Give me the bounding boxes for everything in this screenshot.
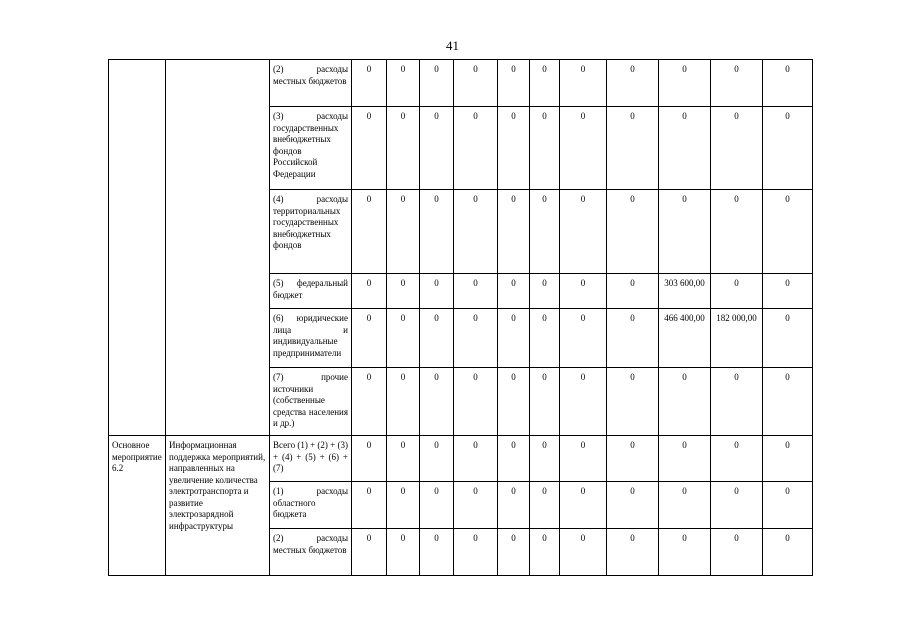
table-row — [109, 60, 813, 107]
value-cell: 0 — [763, 368, 813, 436]
value-cell: 0 — [454, 190, 498, 274]
value-cell: 0 — [498, 190, 530, 274]
value-cell: 0 — [530, 529, 560, 576]
value-cell: 0 — [387, 436, 420, 482]
value-cell: 0 — [498, 309, 530, 368]
value-cell: 0 — [607, 436, 659, 482]
value-cell: 0 — [560, 274, 607, 309]
value-cell: 0 — [420, 190, 454, 274]
value-cell: 0 — [711, 529, 763, 576]
value-cell: 0 — [560, 60, 607, 107]
value-cell: 0 — [711, 190, 763, 274]
value-cell: 0 — [352, 60, 387, 107]
value-cell: 0 — [659, 190, 711, 274]
value-cell: 303 600,00 — [659, 274, 711, 309]
value-cell: 0 — [763, 529, 813, 576]
value-cell: 0 — [711, 436, 763, 482]
value-cell: 0 — [498, 60, 530, 107]
value-cell: 0 — [420, 274, 454, 309]
value-cell: 0 — [607, 368, 659, 436]
measure-description: Информационная поддержка мероприятий, направленных на увеличение количества электротранспорта и развитие электрозарядной инфраструктуры — [166, 436, 270, 576]
value-cell: 0 — [454, 436, 498, 482]
value-cell: 0 — [711, 274, 763, 309]
value-cell: 0 — [454, 60, 498, 107]
value-cell: 0 — [711, 482, 763, 529]
funding-source: (6) юридические лица и индивидуальные предприниматели — [270, 309, 352, 368]
value-cell: 0 — [560, 529, 607, 576]
value-cell: 0 — [387, 482, 420, 529]
value-cell: 0 — [352, 274, 387, 309]
value-cell: 0 — [454, 274, 498, 309]
value-cell: 0 — [498, 107, 530, 190]
value-cell: 0 — [454, 529, 498, 576]
funding-source: (2) расходы местных бюджетов — [270, 60, 352, 107]
value-cell: 0 — [763, 309, 813, 368]
table-row — [109, 436, 813, 482]
value-cell: 0 — [763, 107, 813, 190]
funding-source: (3) расходы государственных внебюджетных фондов Российской Федерации — [270, 107, 352, 190]
value-cell: 0 — [498, 482, 530, 529]
value-cell: 0 — [530, 274, 560, 309]
value-cell: 0 — [387, 368, 420, 436]
value-cell: 0 — [763, 60, 813, 107]
value-cell: 0 — [607, 274, 659, 309]
value-cell: 0 — [659, 482, 711, 529]
value-cell: 0 — [659, 368, 711, 436]
value-cell: 0 — [498, 274, 530, 309]
value-cell: 0 — [387, 274, 420, 309]
value-cell: 182 000,00 — [711, 309, 763, 368]
value-cell: 0 — [607, 190, 659, 274]
value-cell: 0 — [454, 309, 498, 368]
value-cell: 0 — [530, 309, 560, 368]
value-cell: 0 — [659, 436, 711, 482]
value-cell: 0 — [659, 60, 711, 107]
value-cell: 0 — [352, 309, 387, 368]
value-cell: 0 — [387, 107, 420, 190]
value-cell: 0 — [763, 190, 813, 274]
value-cell: 0 — [560, 368, 607, 436]
page-number: 41 — [446, 38, 459, 53]
value-cell: 0 — [530, 482, 560, 529]
value-cell: 0 — [560, 309, 607, 368]
measure-name: Основное мероприятие 6.2 — [109, 436, 166, 576]
value-cell: 0 — [498, 368, 530, 436]
funding-source: Всего (1) + (2) + (3) + (4) + (5) + (6) + (7) — [270, 436, 352, 482]
value-cell: 0 — [763, 436, 813, 482]
value-cell: 0 — [498, 529, 530, 576]
value-cell: 0 — [387, 529, 420, 576]
value-cell: 0 — [454, 368, 498, 436]
value-cell: 0 — [352, 190, 387, 274]
value-cell: 0 — [530, 107, 560, 190]
value-cell: 0 — [607, 309, 659, 368]
value-cell: 0 — [352, 107, 387, 190]
value-cell: 0 — [420, 436, 454, 482]
value-cell: 0 — [560, 436, 607, 482]
funding-source: (7) прочие источники (собственные средства населения и др.) — [270, 368, 352, 436]
value-cell: 0 — [387, 309, 420, 368]
value-cell: 0 — [560, 190, 607, 274]
value-cell: 0 — [420, 368, 454, 436]
value-cell: 0 — [352, 529, 387, 576]
value-cell: 0 — [420, 529, 454, 576]
value-cell: 0 — [711, 107, 763, 190]
funding-source: (5) федеральный бюджет — [270, 274, 352, 309]
value-cell: 0 — [387, 60, 420, 107]
funding-source: (1) расходы областного бюджета — [270, 482, 352, 529]
value-cell: 0 — [560, 482, 607, 529]
value-cell: 0 — [763, 274, 813, 309]
value-cell: 0 — [352, 368, 387, 436]
budget-table — [108, 59, 813, 576]
value-cell: 0 — [454, 107, 498, 190]
value-cell: 0 — [530, 60, 560, 107]
funding-source: (2) расходы местных бюджетов — [270, 529, 352, 576]
value-cell: 0 — [352, 482, 387, 529]
value-cell: 0 — [387, 190, 420, 274]
value-cell: 0 — [659, 529, 711, 576]
measure-description-cell-empty — [166, 60, 270, 436]
value-cell: 0 — [420, 309, 454, 368]
value-cell: 0 — [530, 436, 560, 482]
value-cell: 0 — [607, 60, 659, 107]
value-cell: 466 400,00 — [659, 309, 711, 368]
value-cell: 0 — [763, 482, 813, 529]
value-cell: 0 — [420, 107, 454, 190]
value-cell: 0 — [530, 368, 560, 436]
value-cell: 0 — [498, 436, 530, 482]
value-cell: 0 — [607, 107, 659, 190]
value-cell: 0 — [530, 190, 560, 274]
value-cell: 0 — [711, 368, 763, 436]
value-cell: 0 — [454, 482, 498, 529]
value-cell: 0 — [420, 60, 454, 107]
value-cell: 0 — [607, 482, 659, 529]
value-cell: 0 — [352, 436, 387, 482]
value-cell: 0 — [711, 60, 763, 107]
value-cell: 0 — [659, 107, 711, 190]
measure-name-cell-empty — [109, 60, 166, 436]
value-cell: 0 — [560, 107, 607, 190]
value-cell: 0 — [420, 482, 454, 529]
funding-source: (4) расходы территориальных государственных внебюджетных фондов — [270, 190, 352, 274]
value-cell: 0 — [607, 529, 659, 576]
